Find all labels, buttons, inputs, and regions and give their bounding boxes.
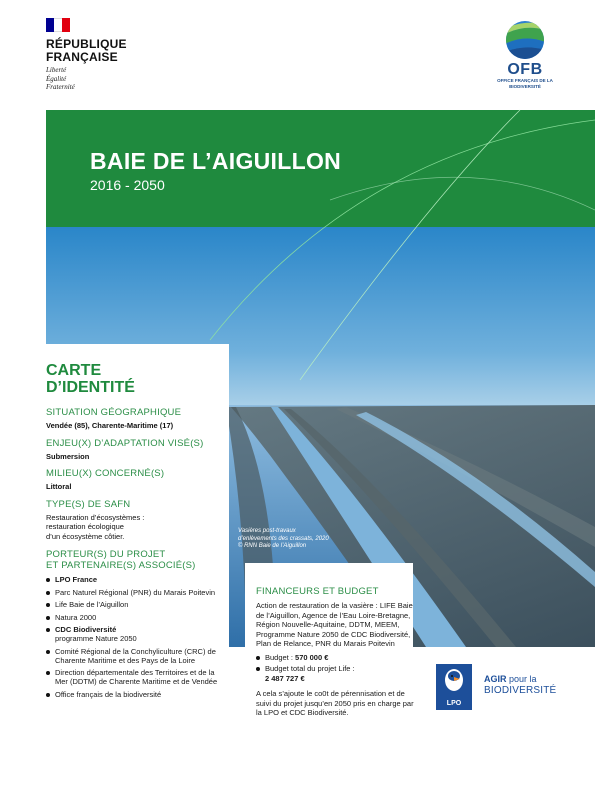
puffin-icon (436, 664, 472, 700)
milieu-label: MILIEU(X) CONCERNÉ(S) (46, 468, 165, 479)
agir-biodiversite-logo: AGIR pour la BIODIVERSITÉ (484, 674, 557, 696)
finance-note: A cela s’ajoute le co0t de pérennisation et de suivi du projet jusqu’en 2050 pris en charge par la LPO et CDC Biodiversité. (256, 689, 414, 717)
identity-fields (46, 407, 228, 702)
list-item: Office français de la biodiversité (46, 690, 228, 699)
partners-label: PORTEUR(S) DU PROJET ET PARTENAIRE(S) ASSOCIÉ(S) (46, 549, 196, 571)
photo-caption: Vasières post-travaux d’enlèvements des crassats, 2020 © RNN Baie de l’Aiguillon (238, 528, 329, 549)
list-item: CDC Biodiversité programme Nature 2050 (46, 625, 228, 643)
lpo-label: LPO (446, 700, 462, 707)
list-item: Life Baie de l’Aiguillon (46, 600, 228, 609)
ofb-subtitle: OFFICE FRANÇAIS DE LA BIODIVERSITÉ (497, 78, 553, 89)
page-title: BAIE DE L’AIGUILLON (90, 148, 342, 174)
ofb-wordmark (492, 62, 558, 89)
list-item: Budget : 570 000 € (256, 653, 416, 663)
milieu-value: Littoral (46, 482, 72, 491)
finance-content (256, 601, 416, 718)
list-item: Direction départementale des Territoires et de la Mer (DDTM) de Charente Maritime et de Vendée (46, 668, 228, 686)
list-item: Natura 2000 (46, 613, 228, 622)
list-item: Comité Régional de la Conchyliculture (CRC) de Charente Maritime et des Pays de la Loire (46, 647, 228, 665)
situation-label: SITUATION GÉOGRAPHIQUE (46, 407, 182, 418)
issue-label: ENJEU(X) D’ADAPTATION VISÉ(S) (46, 437, 204, 449)
issue-value: Submersion (46, 451, 90, 461)
ofb-acronym: OFB (507, 61, 543, 78)
list-item: LPO France (46, 575, 228, 584)
republique-francaise-motto: Liberté Égalité Fraternité (46, 66, 75, 91)
republique-francaise-name: RÉPUBLIQUE FRANÇAISE (46, 37, 127, 64)
project-dates: 2016 - 2050 (90, 177, 165, 193)
safn-type-label: TYPE(S) DE SAFN (46, 498, 131, 510)
identity-card-title: CARTE D’IDENTITÉ (46, 362, 135, 396)
situation-value: Vendée (85), Charente-Maritime (17) (46, 421, 174, 430)
partners-list (46, 575, 228, 699)
republique-francaise-flag (46, 18, 70, 32)
ofb-logo-icon (505, 20, 545, 60)
finance-title: FINANCEURS ET BUDGET (256, 586, 379, 597)
safn-type-value: Restauration d’écosystèmes : restauration écologique d’un écosystème côtier. (46, 512, 145, 541)
finance-text: Action de restauration de la vasière : LIFE Baie de l’Aiguillon, Agence de l’Eau Loire-Bretagne, Région Nouvelle-Aquitaine, DDTM, MEEM, Programme Nature 2050 de CDC Biodiversité, Plan de Relance, PNR du Marais Poitevin (256, 601, 413, 648)
budget-list (256, 653, 416, 684)
list-item: Budget total du projet Life : 2 487 727 € (256, 664, 416, 683)
list-item: Parc Naturel Régional (PNR) du Marais Poitevin (46, 588, 228, 597)
